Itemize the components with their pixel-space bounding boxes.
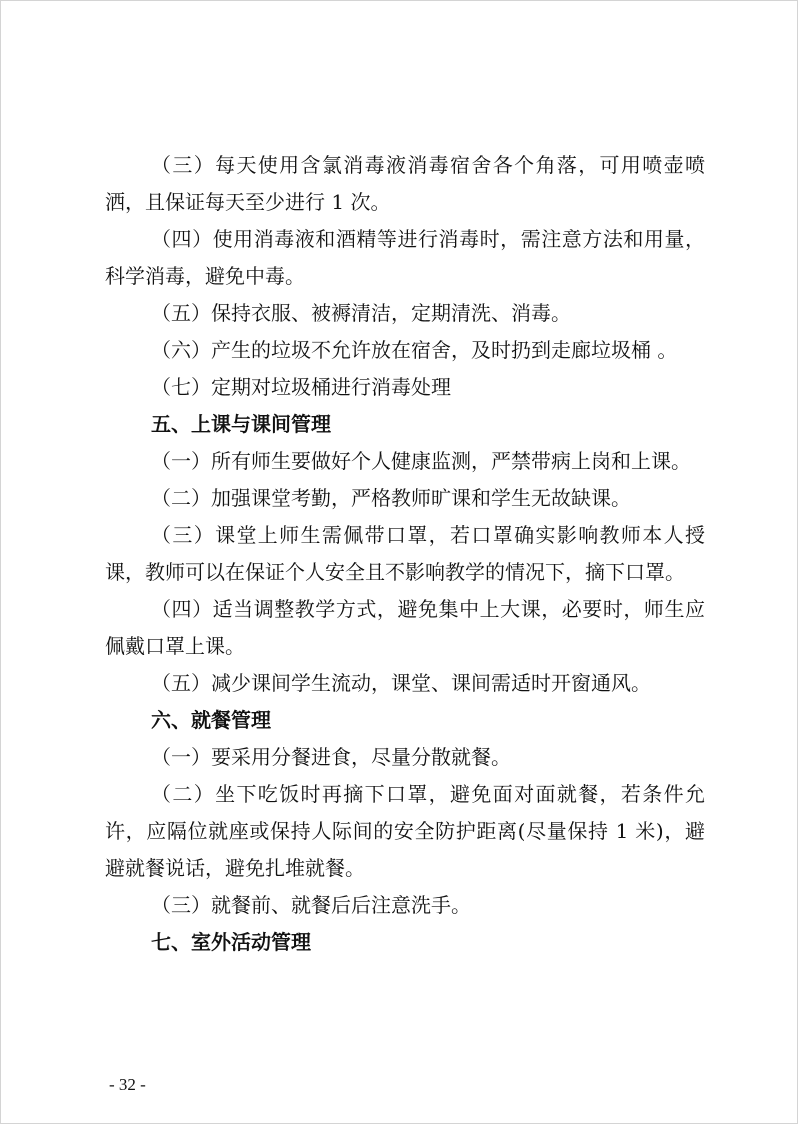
paragraph-dining-2: （二）坐下吃饭时再摘下口罩，避免面对面就餐，若条件允许，应隔位就座或保持人际间的安全防护距离(尽量保持 1 米)，避避就餐说话，避免扎堆就餐。 <box>105 782 705 880</box>
paragraph-dining-1: （一）要采用分餐进食，尽量分散就餐。 <box>151 745 511 769</box>
page-number: - 32 - <box>109 1075 146 1094</box>
paragraph-dining-3: （三）就餐前、就餐后后注意洗手。 <box>151 893 471 917</box>
paragraph-class-4: （四）适当调整教学方式，避免集中上大课，必要时，师生应佩戴口罩上课。 <box>105 597 705 658</box>
paragraph-class-3: （三）课堂上师生需佩带口罩，若口罩确实影响教师本人授课，教师可以在保证个人安全且不影响教学的情况下，摘下口罩。 <box>105 523 705 584</box>
paragraph-dorm-disinfection-6: （六）产生的垃圾不允许放在宿舍，及时扔到走廊垃圾桶 。 <box>151 338 678 362</box>
document-body <box>105 147 705 961</box>
paragraph-dorm-disinfection-7: （七）定期对垃圾桶进行消毒处理 <box>151 375 451 399</box>
paragraph-dorm-disinfection-4: （四）使用消毒液和酒精等进行消毒时，需注意方法和用量，科学消毒，避免中毒。 <box>105 227 705 288</box>
section-heading-outdoor-activity: 七、室外活动管理 <box>151 930 311 954</box>
paragraph-class-1: （一）所有师生要做好个人健康监测，严禁带病上岗和上课。 <box>151 449 691 473</box>
paragraph-dorm-disinfection-3: （三）每天使用含氯消毒液消毒宿舍各个角落，可用喷壶喷洒，且保证每天至少进行 1 次。 <box>105 153 705 214</box>
section-heading-dining-management: 六、就餐管理 <box>151 708 271 732</box>
paragraph-dorm-disinfection-5: （五）保持衣服、被褥清洁，定期清洗、消毒。 <box>151 301 571 325</box>
section-heading-class-management: 五、上课与课间管理 <box>151 412 331 436</box>
paragraph-class-5: （五）减少课间学生流动，课堂、课间需适时开窗通风。 <box>151 671 651 695</box>
paragraph-class-2: （二）加强课堂考勤，严格教师旷课和学生无故缺课。 <box>151 486 631 510</box>
